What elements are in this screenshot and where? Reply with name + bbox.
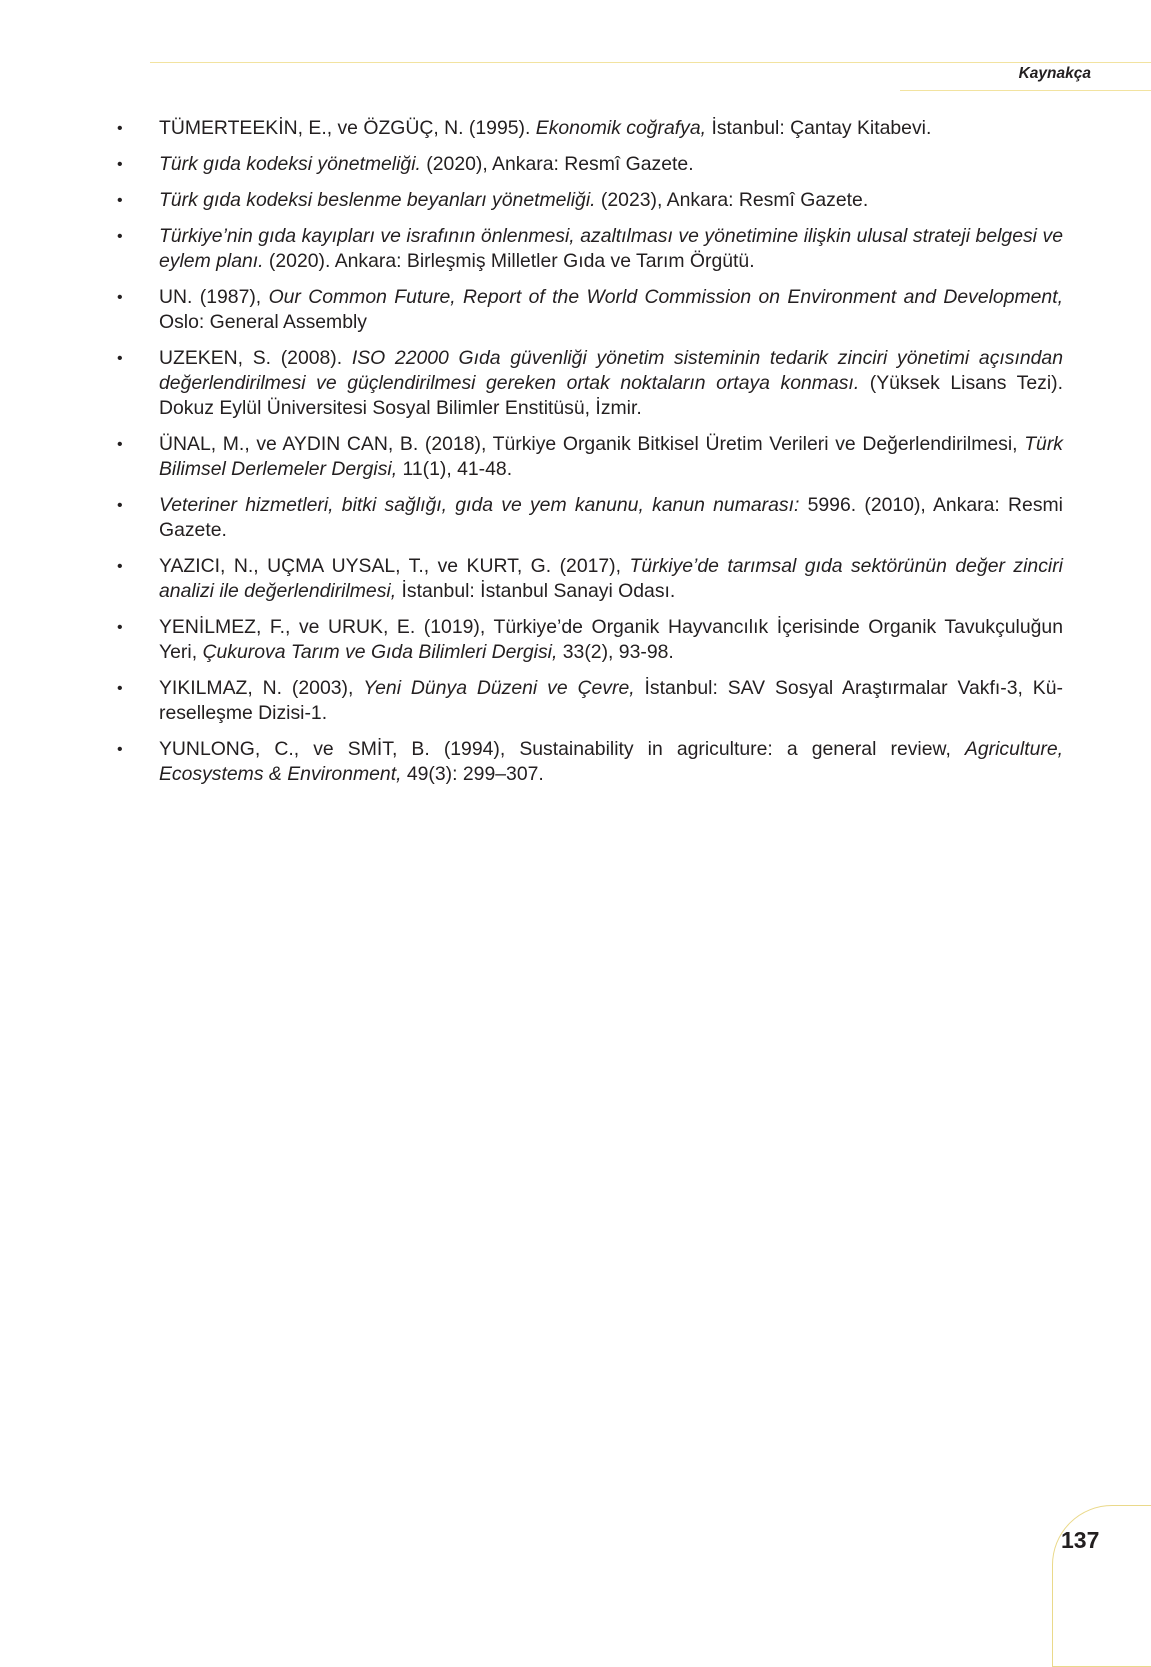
reference-text: (2023), Ankara: Resmî Gazete.: [595, 189, 869, 211]
reference-title: ISO 22000 Gıda güvenliği yönetim sisteminin tedarik zinciri yönetimi açısından değerlendirilmesi ve güçlendirilmesi gereken ortak noktaların ortaya konması.: [159, 347, 1063, 394]
reference-text: ÜNAL, M., ve AYDIN CAN, B. (2018), Türkiye Organik Bitkisel Üretim Verileri ve Değerlendirilmesi,: [159, 433, 1025, 455]
bullet-icon: •: [117, 619, 123, 636]
reference-text: UN. (1987),: [159, 286, 269, 308]
bullet-icon: •: [117, 289, 123, 306]
header-rule: [150, 62, 1151, 63]
reference-item: [115, 285, 1063, 335]
reference-item: [115, 224, 1063, 274]
reference-title: Türkiye’nin gıda kayıpları ve israfının önlenmesi, azaltılması ve yönetimine ilişkin ulusal strateji belgesi ve eylem planı.: [159, 225, 1063, 272]
section-title: Kaynakça: [1018, 65, 1091, 82]
reference-title: Agriculture, Ecosystems & Environment,: [159, 738, 1063, 785]
bullet-icon: •: [117, 350, 123, 367]
reference-item: [115, 432, 1063, 482]
page-number: 137: [1061, 1527, 1100, 1553]
bullet-icon: •: [117, 680, 123, 697]
reference-item: [115, 676, 1063, 726]
reference-text: Oslo: General Assembly: [159, 311, 367, 333]
bullet-icon: •: [117, 497, 123, 514]
reference-title: Türk gıda kodeksi beslenme beyanları yönetmeliği.: [159, 189, 596, 211]
reference-item: [115, 346, 1063, 421]
reference-text: YAZICI, N., UÇMA UYSAL, T., ve KURT, G. (2017),: [159, 555, 630, 577]
reference-list: [115, 116, 1063, 798]
reference-text: 33(2), 93-98.: [557, 641, 674, 663]
reference-text: İstanbul: SAV Sosyal Araştırmalar Vakfı-3, Küreselleşme Dizisi-1.: [159, 677, 1063, 724]
reference-title: Türk gıda kodeksi yönetmeliği.: [159, 153, 421, 175]
bullet-icon: •: [117, 558, 123, 575]
bullet-icon: •: [117, 228, 123, 245]
reference-text: YENİLMEZ, F., ve URUK, E. (1019), Türkiye’de Organik Hayvancılık İçerisinde Organik Tavukçuluğun Yeri,: [159, 616, 1063, 663]
header-rule-lower: [900, 90, 1151, 91]
reference-text: (2020), Ankara: Resmî Gazete.: [420, 153, 694, 175]
bullet-icon: •: [117, 436, 123, 453]
reference-text: (Yüksek Lisans Tezi). Dokuz Eylül Üniversitesi Sosyal Bilimler Enstitüsü, İzmir.: [159, 372, 1063, 419]
reference-item: [115, 615, 1063, 665]
reference-title: Our Common Future, Report of the World Commission on Environment and Development,: [268, 286, 1063, 308]
reference-item: [115, 493, 1063, 543]
reference-item: [115, 116, 1063, 141]
reference-text: UZEKEN, S. (2008).: [159, 347, 352, 369]
reference-title: Veteriner hizmetleri, bitki sağlığı, gıda ve yem kanunu, kanun numarası:: [159, 494, 800, 516]
reference-item: [115, 554, 1063, 604]
reference-text: 5996. (2010), Ankara: Resmi Gazete.: [159, 494, 1063, 541]
reference-text: YUNLONG, C., ve SMİT, B. (1994), Sustainability in agriculture: a general review,: [159, 738, 965, 760]
reference-text: İstanbul: İstanbul Sanayi Odası.: [396, 580, 676, 602]
reference-text: İstanbul: Çantay Kitabevi.: [706, 117, 932, 139]
bullet-icon: •: [117, 120, 123, 137]
bullet-icon: •: [117, 192, 123, 209]
reference-text: TÜMERTEEKİN, E., ve ÖZGÜÇ, N. (1995).: [159, 117, 536, 139]
reference-title: Yeni Dünya Düzeni ve Çevre,: [363, 677, 635, 699]
reference-text: 49(3): 299–307.: [401, 763, 544, 785]
reference-text: YIKILMAZ, N. (2003),: [159, 677, 364, 699]
reference-title: Ekonomik coğrafya,: [535, 117, 707, 139]
bullet-icon: •: [117, 741, 123, 758]
reference-item: [115, 152, 1063, 177]
reference-item: [115, 188, 1063, 213]
reference-title: Türk Bilimsel Derlemeler Dergisi,: [159, 433, 1063, 480]
bullet-icon: •: [117, 156, 123, 173]
reference-text: (2020). Ankara: Birleşmiş Milletler Gıda ve Tarım Örgütü.: [263, 250, 755, 272]
reference-title: Çukurova Tarım ve Gıda Bilimleri Dergisi,: [202, 641, 558, 663]
reference-item: [115, 737, 1063, 787]
reference-title: Türkiye’de tarımsal gıda sektörünün değer zinciri analizi ile değerlendirilmesi,: [159, 555, 1063, 602]
reference-text: 11(1), 41-48.: [397, 458, 513, 480]
